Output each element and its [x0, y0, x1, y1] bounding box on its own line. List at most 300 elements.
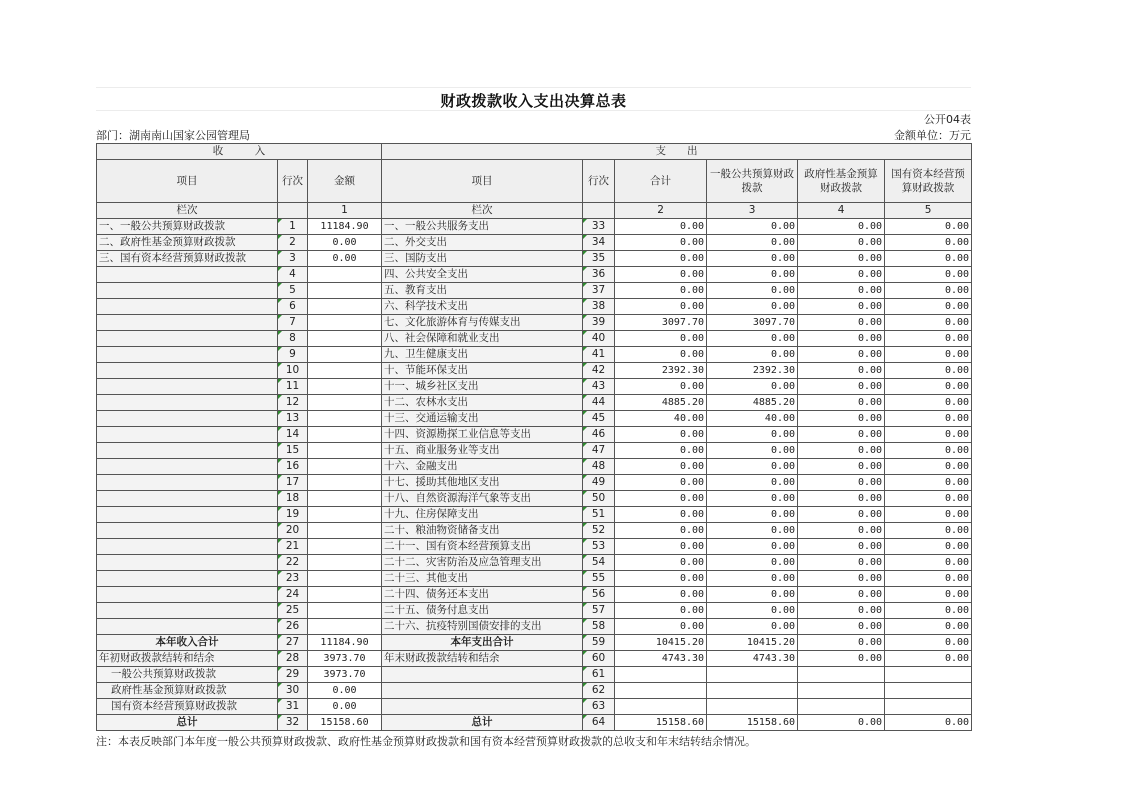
gov-fund-amount: 0.00: [798, 635, 885, 651]
general-public-header: 一般公共预算财政拨款: [707, 160, 798, 203]
gov-fund-amount: 0.00: [798, 539, 885, 555]
state-capital-amount: 0.00: [885, 715, 972, 731]
gov-fund-amount: 0.00: [798, 507, 885, 523]
income-row-no: 15: [278, 443, 308, 459]
expense-item-header: 项目: [382, 160, 583, 203]
expense-item: 十七、援助其他地区支出: [382, 475, 583, 491]
income-item: [97, 587, 278, 603]
row-no: 61: [583, 667, 615, 683]
expense-item: 二、外交支出: [382, 235, 583, 251]
summary-row: [97, 667, 972, 683]
income-row-no: 14: [278, 427, 308, 443]
state-capital-amount: 0.00: [885, 651, 972, 667]
total-amount: 40.00: [615, 411, 707, 427]
table-row: [97, 427, 972, 443]
expense-row-no: 38: [583, 299, 615, 315]
expense-row-no: 46: [583, 427, 615, 443]
department-row: [96, 127, 971, 143]
income-row-no: 6: [278, 299, 308, 315]
income-item: [97, 331, 278, 347]
state-capital-amount: 0.00: [885, 587, 972, 603]
row-no: 31: [278, 699, 308, 715]
budget-table: [96, 143, 972, 731]
state-capital-amount: 0.00: [885, 635, 972, 651]
expense-row-no: 41: [583, 347, 615, 363]
table-row: [97, 603, 972, 619]
income-amount: [308, 539, 382, 555]
total-amount: 0.00: [615, 587, 707, 603]
gov-fund-amount: 0.00: [798, 379, 885, 395]
title-row: [96, 87, 971, 111]
general-public-amount: 0.00: [707, 251, 798, 267]
table-row: [97, 219, 972, 235]
gov-fund-amount: 0.00: [798, 331, 885, 347]
income-item: 二、政府性基金预算财政拨款: [97, 235, 278, 251]
income-item: [97, 379, 278, 395]
income-row-no: 7: [278, 315, 308, 331]
total-header: 合计: [615, 160, 707, 203]
expense-row-no-header: 行次: [583, 160, 615, 203]
total-amount: 0.00: [615, 331, 707, 347]
income-row-no: 23: [278, 571, 308, 587]
general-public-amount: 0.00: [707, 603, 798, 619]
total-amount: 0.00: [615, 491, 707, 507]
table-row: [97, 443, 972, 459]
gov-fund-amount: 0.00: [798, 603, 885, 619]
income-amount: [308, 475, 382, 491]
income-item: [97, 443, 278, 459]
gov-fund-amount: 0.00: [798, 267, 885, 283]
total-amount: 0.00: [615, 459, 707, 475]
expense-group-header: 支 出: [382, 144, 972, 160]
income-item: [97, 539, 278, 555]
income-item: [97, 491, 278, 507]
expense-row-no: 53: [583, 539, 615, 555]
gov-fund-amount: 0.00: [798, 411, 885, 427]
state-capital-amount: 0.00: [885, 507, 972, 523]
income-item: [97, 299, 278, 315]
gov-fund-amount: 0.00: [798, 619, 885, 635]
table-row: [97, 555, 972, 571]
blank: [615, 683, 707, 699]
state-capital-amount: 0.00: [885, 347, 972, 363]
general-public-amount: 0.00: [707, 219, 798, 235]
total-amount: 0.00: [615, 619, 707, 635]
year-income-total-label: 本年收入合计: [97, 635, 278, 651]
begin-capital-label: 国有资本经营预算财政拨款: [97, 699, 278, 715]
income-item: [97, 427, 278, 443]
blank: [798, 683, 885, 699]
general-public-amount: 0.00: [707, 619, 798, 635]
summary-row: [97, 683, 972, 699]
income-amount: [308, 459, 382, 475]
total-amount: 0.00: [615, 427, 707, 443]
blank-label: [382, 667, 583, 683]
table-row: [97, 491, 972, 507]
row-no: 60: [583, 651, 615, 667]
table-row: [97, 507, 972, 523]
income-amount: [308, 555, 382, 571]
general-public-amount: 4885.20: [707, 395, 798, 411]
blank-label: [382, 683, 583, 699]
amount: 3973.70: [308, 667, 382, 683]
income-item: [97, 571, 278, 587]
expense-item: 二十一、国有资本经营预算支出: [382, 539, 583, 555]
income-col-blank: [278, 203, 308, 219]
table-row: [97, 539, 972, 555]
income-amount: [308, 507, 382, 523]
begin-general-label: 一般公共预算财政拨款: [97, 667, 278, 683]
table-row: [97, 379, 972, 395]
gov-fund-amount: 0.00: [798, 347, 885, 363]
amount: 0.00: [308, 699, 382, 715]
expense-item: 二十五、债务付息支出: [382, 603, 583, 619]
total-amount: 4743.30: [615, 651, 707, 667]
state-capital-amount: 0.00: [885, 395, 972, 411]
income-item: [97, 267, 278, 283]
table-row: [97, 283, 972, 299]
expense-item: 十四、资源勘探工业信息等支出: [382, 427, 583, 443]
expense-item: 二十二、灾害防治及应急管理支出: [382, 555, 583, 571]
income-row-no: 1: [278, 219, 308, 235]
gov-fund-amount: 0.00: [798, 395, 885, 411]
income-amount: [308, 571, 382, 587]
table-row: [97, 523, 972, 539]
general-public-amount: 0.00: [707, 347, 798, 363]
col-3: 3: [707, 203, 798, 219]
table-row: [97, 619, 972, 635]
blank: [615, 667, 707, 683]
state-capital-amount: 0.00: [885, 443, 972, 459]
blank: [707, 699, 798, 715]
expense-item: 十六、金融支出: [382, 459, 583, 475]
expense-row-no: 36: [583, 267, 615, 283]
expense-row-no: 39: [583, 315, 615, 331]
report-sheet: [96, 87, 971, 749]
income-amount: 11184.90: [308, 219, 382, 235]
expense-col-blank: [583, 203, 615, 219]
general-public-amount: 0.00: [707, 491, 798, 507]
expense-row-no: 58: [583, 619, 615, 635]
expense-row-no: 49: [583, 475, 615, 491]
expense-col-label: 栏次: [382, 203, 583, 219]
blank-label: [382, 699, 583, 715]
expense-item: 六、科学技术支出: [382, 299, 583, 315]
expense-item: 三、国防支出: [382, 251, 583, 267]
state-capital-amount: 0.00: [885, 379, 972, 395]
expense-item: 四、公共安全支出: [382, 267, 583, 283]
table-row: [97, 587, 972, 603]
gov-fund-amount: 0.00: [798, 571, 885, 587]
year-expense-total-label: 本年支出合计: [382, 635, 583, 651]
income-row-no: 18: [278, 491, 308, 507]
total-amount: 0.00: [615, 251, 707, 267]
row-no: 32: [278, 715, 308, 731]
expense-row-no: 45: [583, 411, 615, 427]
total-amount: 10415.20: [615, 635, 707, 651]
general-public-amount: 0.00: [707, 267, 798, 283]
total-amount: 0.00: [615, 507, 707, 523]
income-item: [97, 395, 278, 411]
expense-row-no: 43: [583, 379, 615, 395]
income-item: [97, 619, 278, 635]
blank: [707, 683, 798, 699]
total-amount: 0.00: [615, 267, 707, 283]
income-item: [97, 411, 278, 427]
blank: [615, 699, 707, 715]
table-row: [97, 315, 972, 331]
begin-balance-label: 年初财政拨款结转和结余: [97, 651, 278, 667]
expense-row-no: 52: [583, 523, 615, 539]
state-capital-amount: 0.00: [885, 235, 972, 251]
income-amount: [308, 491, 382, 507]
row-no: 63: [583, 699, 615, 715]
income-col-label: 栏次: [97, 203, 278, 219]
gov-fund-amount: 0.00: [798, 283, 885, 299]
state-capital-amount: 0.00: [885, 475, 972, 491]
expense-row-no: 55: [583, 571, 615, 587]
income-item: [97, 603, 278, 619]
income-row-no: 26: [278, 619, 308, 635]
state-capital-amount: 0.00: [885, 363, 972, 379]
blank: [798, 667, 885, 683]
income-amount: 0.00: [308, 251, 382, 267]
income-row-no: 4: [278, 267, 308, 283]
total-amount: 0.00: [615, 571, 707, 587]
table-row: [97, 459, 972, 475]
income-item: [97, 315, 278, 331]
income-amount: [308, 299, 382, 315]
row-no: 64: [583, 715, 615, 731]
grand-expense-label: 总计: [382, 715, 583, 731]
state-capital-amount: 0.00: [885, 491, 972, 507]
summary-row: [97, 635, 972, 651]
state-capital-amount: 0.00: [885, 251, 972, 267]
total-amount: 0.00: [615, 539, 707, 555]
general-public-amount: 0.00: [707, 587, 798, 603]
state-capital-amount: 0.00: [885, 603, 972, 619]
income-row-no: 16: [278, 459, 308, 475]
expense-row-no: 33: [583, 219, 615, 235]
gov-fund-amount: 0.00: [798, 235, 885, 251]
table-row: [97, 267, 972, 283]
general-public-amount: 0.00: [707, 331, 798, 347]
amount: 0.00: [308, 683, 382, 699]
income-amount: [308, 443, 382, 459]
general-public-amount: 0.00: [707, 235, 798, 251]
income-row-no: 8: [278, 331, 308, 347]
income-item: [97, 283, 278, 299]
total-amount: 0.00: [615, 603, 707, 619]
income-amount: [308, 523, 382, 539]
row-no: 62: [583, 683, 615, 699]
expense-row-no: 57: [583, 603, 615, 619]
gov-fund-amount: 0.00: [798, 427, 885, 443]
expense-item: 二十三、其他支出: [382, 571, 583, 587]
income-row-no: 21: [278, 539, 308, 555]
income-row-no: 2: [278, 235, 308, 251]
blank: [885, 667, 972, 683]
table-row: [97, 251, 972, 267]
state-capital-amount: 0.00: [885, 283, 972, 299]
state-capital-amount: 0.00: [885, 571, 972, 587]
income-row-no: 17: [278, 475, 308, 491]
state-capital-amount: 0.00: [885, 523, 972, 539]
table-row: [97, 475, 972, 491]
total-amount: 3097.70: [615, 315, 707, 331]
state-capital-amount: 0.00: [885, 555, 972, 571]
total-amount: 4885.20: [615, 395, 707, 411]
state-capital-amount: 0.00: [885, 299, 972, 315]
income-amount: [308, 331, 382, 347]
row-no: 28: [278, 651, 308, 667]
expense-item: 七、文化旅游体育与传媒支出: [382, 315, 583, 331]
gov-fund-amount: 0.00: [798, 299, 885, 315]
gov-fund-amount: 0.00: [798, 651, 885, 667]
general-public-amount: 0.00: [707, 555, 798, 571]
state-capital-amount: 0.00: [885, 315, 972, 331]
income-row-no: 24: [278, 587, 308, 603]
total-amount: 0.00: [615, 347, 707, 363]
expense-row-no: 35: [583, 251, 615, 267]
expense-row-no: 37: [583, 283, 615, 299]
end-balance-label: 年末财政拨款结转和结余: [382, 651, 583, 667]
total-amount: 0.00: [615, 283, 707, 299]
income-row-no: 13: [278, 411, 308, 427]
total-amount: 0.00: [615, 235, 707, 251]
general-public-amount: 40.00: [707, 411, 798, 427]
expense-row-no: 47: [583, 443, 615, 459]
expense-item: 十二、农林水支出: [382, 395, 583, 411]
gov-fund-amount: 0.00: [798, 555, 885, 571]
expense-item: 十五、商业服务业等支出: [382, 443, 583, 459]
state-capital-amount: 0.00: [885, 459, 972, 475]
general-public-amount: 0.00: [707, 427, 798, 443]
col-4: 4: [798, 203, 885, 219]
income-amount: [308, 587, 382, 603]
gov-fund-amount: 0.00: [798, 363, 885, 379]
summary-row: [97, 715, 972, 731]
table-row: [97, 299, 972, 315]
expense-row-no: 48: [583, 459, 615, 475]
general-public-amount: 0.00: [707, 299, 798, 315]
income-item: [97, 347, 278, 363]
general-public-amount: 15158.60: [707, 715, 798, 731]
income-item: [97, 523, 278, 539]
form-code-row: [96, 111, 971, 127]
total-amount: 0.00: [615, 523, 707, 539]
income-amount: [308, 347, 382, 363]
blank: [707, 667, 798, 683]
gov-fund-amount: 0.00: [798, 523, 885, 539]
expense-item: 十三、交通运输支出: [382, 411, 583, 427]
summary-row: [97, 699, 972, 715]
income-row-no: 12: [278, 395, 308, 411]
col-2: 2: [615, 203, 707, 219]
state-capital-amount: 0.00: [885, 427, 972, 443]
form-code: 公开04表: [924, 113, 971, 126]
general-public-amount: 0.00: [707, 523, 798, 539]
expense-item: 五、教育支出: [382, 283, 583, 299]
amount: 11184.90: [308, 635, 382, 651]
income-row-no: 5: [278, 283, 308, 299]
general-public-amount: 0.00: [707, 379, 798, 395]
gov-fund-amount: 0.00: [798, 251, 885, 267]
income-group-header: 收 入: [97, 144, 382, 160]
expense-item: 十、节能环保支出: [382, 363, 583, 379]
income-row-no: 9: [278, 347, 308, 363]
expense-row-no: 51: [583, 507, 615, 523]
total-amount: 0.00: [615, 219, 707, 235]
gov-fund-amount: 0.00: [798, 715, 885, 731]
income-col-1: 1: [308, 203, 382, 219]
row-no: 30: [278, 683, 308, 699]
income-item: 一、一般公共预算财政拨款: [97, 219, 278, 235]
expense-row-no: 50: [583, 491, 615, 507]
grand-income-label: 总计: [97, 715, 278, 731]
col-5: 5: [885, 203, 972, 219]
expense-item: 二十六、抗疫特别国债安排的支出: [382, 619, 583, 635]
expense-row-no: 54: [583, 555, 615, 571]
income-row-no: 10: [278, 363, 308, 379]
row-no: 29: [278, 667, 308, 683]
amount: 3973.70: [308, 651, 382, 667]
income-row-no: 22: [278, 555, 308, 571]
state-capital-header: 国有资本经营预算财政拨款: [885, 160, 972, 203]
income-amount: [308, 411, 382, 427]
expense-item: 九、卫生健康支出: [382, 347, 583, 363]
state-capital-amount: 0.00: [885, 619, 972, 635]
income-amount-header: 金额: [308, 160, 382, 203]
total-amount: 0.00: [615, 475, 707, 491]
income-amount: [308, 427, 382, 443]
blank: [798, 699, 885, 715]
table-row: [97, 395, 972, 411]
begin-fund-label: 政府性基金预算财政拨款: [97, 683, 278, 699]
total-amount: 0.00: [615, 299, 707, 315]
amount: 15158.60: [308, 715, 382, 731]
report-title: 财政拨款收入支出决算总表: [440, 92, 627, 110]
income-row-no: 25: [278, 603, 308, 619]
state-capital-amount: 0.00: [885, 411, 972, 427]
income-row-no: 20: [278, 523, 308, 539]
general-public-amount: 0.00: [707, 475, 798, 491]
income-item: [97, 363, 278, 379]
expense-item: 十一、城乡社区支出: [382, 379, 583, 395]
blank: [885, 683, 972, 699]
income-row-no-header: 行次: [278, 160, 308, 203]
state-capital-amount: 0.00: [885, 331, 972, 347]
table-row: [97, 235, 972, 251]
table-row: [97, 571, 972, 587]
expense-item: 二十四、债务还本支出: [382, 587, 583, 603]
unit-label: 金额单位：万元: [894, 129, 971, 142]
general-public-amount: 10415.20: [707, 635, 798, 651]
table-row: [97, 347, 972, 363]
income-item: [97, 507, 278, 523]
general-public-amount: 2392.30: [707, 363, 798, 379]
gov-fund-amount: 0.00: [798, 315, 885, 331]
gov-fund-amount: 0.00: [798, 475, 885, 491]
footnote: 注：本表反映部门本年度一般公共预算财政拨款、政府性基金预算财政拨款和国有资本经营预算财政拨款的总收支和年末结转结余情况。: [96, 735, 756, 748]
total-amount: 15158.60: [615, 715, 707, 731]
expense-item: 八、社会保障和就业支出: [382, 331, 583, 347]
income-amount: [308, 283, 382, 299]
table-row: [97, 363, 972, 379]
expense-item: 十八、自然资源海洋气象等支出: [382, 491, 583, 507]
table-row: [97, 331, 972, 347]
row-no: 59: [583, 635, 615, 651]
